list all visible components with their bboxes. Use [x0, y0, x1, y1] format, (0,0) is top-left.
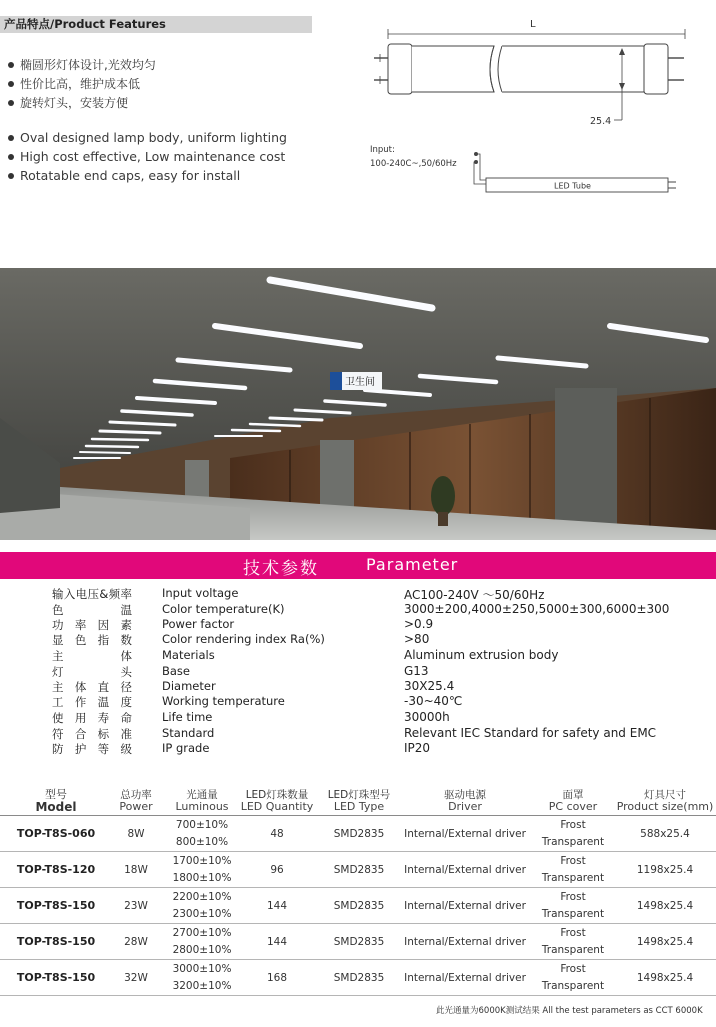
param-label-en: Color temperature(K) — [162, 602, 285, 616]
tube-body-left — [412, 46, 494, 92]
cell-driver: Internal/External driver — [404, 900, 526, 912]
cell-size: 588x25.4 — [640, 828, 690, 840]
cell-quantity: 48 — [270, 828, 284, 840]
feature-cn-3: 旋转灯头，安装方便 — [8, 94, 128, 111]
param-label-en: Diameter — [162, 679, 216, 693]
param-row-color-temperature — [0, 602, 716, 618]
cell-driver: Internal/External driver — [404, 828, 526, 840]
input-spec-label: 100-240C~,50/60Hz — [370, 159, 457, 169]
feature-cn-2: 性价比高，维护成本低 — [8, 75, 140, 92]
cell-luminous: 3000±10% 3200±10% — [172, 963, 232, 992]
bullet-icon — [8, 135, 14, 141]
header-luminous: 光通量 Luminous — [175, 789, 229, 813]
header-model: 型号 Model — [35, 788, 77, 814]
cell-quantity: 96 — [270, 864, 284, 876]
param-value: 30X25.4 — [404, 679, 455, 693]
param-row-materials — [0, 648, 716, 664]
wiring-diagram — [366, 140, 686, 202]
param-label-en: Standard — [162, 726, 215, 740]
param-row-input-voltage — [0, 586, 716, 602]
cell-quantity: 168 — [266, 972, 288, 984]
cell-driver: Internal/External driver — [404, 864, 526, 876]
parameter-title-cn: 技术参数 — [243, 559, 319, 579]
param-value: Aluminum extrusion body — [404, 648, 559, 662]
corridor-photo — [0, 268, 716, 540]
cell-size: 1498x25.4 — [636, 900, 694, 912]
param-value: AC100-240V ～50/60Hz — [404, 588, 545, 602]
cell-cover: Frost Transparent — [541, 819, 605, 848]
restroom-sign-label: 卫生间 — [345, 377, 375, 388]
feature-en-3: Rotatable end caps, easy for install — [8, 168, 240, 183]
length-label: L — [530, 19, 536, 30]
cell-power: 18W — [124, 864, 148, 876]
cell-driver: Internal/External driver — [404, 972, 526, 984]
cell-cover: Frost Transparent — [541, 927, 605, 956]
cell-led-type: SMD2835 — [333, 972, 385, 984]
tube-dimension-diagram — [360, 10, 690, 135]
cell-luminous: 2200±10% 2300±10% — [172, 891, 232, 920]
cell-cover: Frost Transparent — [541, 963, 605, 992]
param-value: >80 — [404, 632, 430, 646]
feature-en-1: Oval designed lamp body, uniform lighting — [8, 130, 287, 145]
cell-power: 8W — [127, 828, 145, 840]
cell-model: TOP-T8S-060 — [16, 827, 96, 840]
header-driver: 驱动电源 Driver — [444, 789, 486, 813]
param-label-en: Life time — [162, 710, 213, 724]
bullet-icon — [8, 173, 14, 179]
cell-model: TOP-T8S-150 — [16, 971, 96, 984]
param-value: IP20 — [404, 741, 431, 755]
header-led-quantity: LED灯珠数量 LED Quantity — [240, 789, 314, 813]
cell-cover: Frost Transparent — [541, 891, 605, 920]
header-power: 总功率 Power — [119, 789, 153, 813]
cell-luminous: 2700±10% 2800±10% — [172, 927, 232, 956]
right-end-cap — [644, 44, 668, 94]
param-label-cn: 主体直径 — [52, 680, 132, 694]
cell-power: 23W — [124, 900, 148, 912]
cell-quantity: 144 — [266, 900, 288, 912]
table-row — [0, 924, 716, 960]
table-row — [0, 960, 716, 996]
param-label-cn: 符合标准 — [52, 727, 132, 741]
cell-size: 1498x25.4 — [636, 972, 694, 984]
param-value: G13 — [404, 664, 429, 678]
bullet-icon — [8, 154, 14, 160]
param-label-en: Base — [162, 664, 191, 678]
param-label-cn: 使用寿命 — [52, 711, 132, 725]
param-label-cn: 功率因素 — [52, 618, 132, 632]
cell-model: TOP-T8S-150 — [16, 935, 96, 948]
cell-model: TOP-T8S-150 — [16, 899, 96, 912]
cell-led-type: SMD2835 — [333, 900, 385, 912]
table-row — [0, 816, 716, 852]
param-label-cn: 输入电压&频率 — [52, 587, 132, 601]
test-footnote: 此光通量为6000K测试结果 All the test parameters as CCT 6000K — [436, 1006, 703, 1016]
param-value: Relevant IEC Standard for safety and EMC — [404, 726, 657, 740]
cell-power: 32W — [124, 972, 148, 984]
param-row-working-temperature — [0, 694, 716, 710]
led-tube-label: LED Tube — [554, 181, 591, 191]
param-label-en: IP grade — [162, 741, 210, 755]
param-row-life-time — [0, 710, 716, 726]
param-label-cn: 工作温度 — [52, 695, 132, 709]
bullet-icon — [8, 62, 14, 68]
cell-size: 1498x25.4 — [636, 936, 694, 948]
bullet-icon — [8, 81, 14, 87]
cell-led-type: SMD2835 — [333, 864, 385, 876]
parameter-banner — [0, 552, 716, 579]
param-row-diameter — [0, 679, 716, 695]
param-row-power-factor — [0, 617, 716, 633]
param-row-base — [0, 664, 716, 680]
param-value: >0.9 — [404, 617, 434, 631]
cell-power: 28W — [124, 936, 148, 948]
diameter-label: 25.4 — [590, 116, 612, 127]
features-title: 产品特点/Product Features — [4, 17, 166, 31]
param-label-cn: 主体 — [52, 649, 132, 663]
header-product-size: 灯具尺寸 Product size(mm) — [616, 789, 714, 813]
feature-en-2: High cost effective, Low maintenance cost — [8, 149, 285, 164]
cell-led-type: SMD2835 — [333, 828, 385, 840]
param-value: 3000±200,4000±250,5000±300,6000±300 — [404, 602, 670, 616]
param-label-en: Power factor — [162, 617, 235, 631]
cell-cover: Frost Transparent — [541, 855, 605, 884]
cell-driver: Internal/External driver — [404, 936, 526, 948]
param-label-en: Working temperature — [162, 694, 285, 708]
header-pc-cover: 面罩 PC cover — [548, 789, 598, 813]
cell-model: TOP-T8S-120 — [16, 863, 96, 876]
param-row-ip-grade — [0, 741, 716, 757]
param-value: -30~40℃ — [404, 694, 463, 708]
param-label-en: Input voltage — [162, 586, 239, 600]
input-label: Input: — [370, 145, 395, 155]
cell-size: 1198x25.4 — [636, 864, 694, 876]
param-label-en: Color rendering index Ra(%) — [162, 632, 325, 646]
param-label-cn: 防护等级 — [52, 742, 132, 756]
features-header-bar — [0, 16, 312, 33]
left-end-cap — [388, 44, 412, 94]
param-label-en: Materials — [162, 648, 215, 662]
param-label-cn: 色温 — [52, 603, 132, 617]
table-row — [0, 888, 716, 924]
param-label-cn: 显色指数 — [52, 633, 132, 647]
parameter-title-en: Parameter — [366, 555, 459, 574]
bullet-icon — [8, 100, 14, 106]
header-led-type: LED灯珠型号 LED Type — [327, 789, 391, 813]
param-row-standard — [0, 726, 716, 742]
cell-luminous: 700±10% 800±10% — [175, 819, 229, 848]
feature-cn-1: 椭圆形灯体设计,光效均匀 — [8, 56, 156, 73]
cell-luminous: 1700±10% 1800±10% — [172, 855, 232, 884]
param-value: 30000h — [404, 710, 450, 724]
param-row-color-rendering — [0, 632, 716, 648]
cell-quantity: 144 — [266, 936, 288, 948]
cell-led-type: SMD2835 — [333, 936, 385, 948]
param-label-cn: 灯头 — [52, 665, 132, 679]
table-row — [0, 852, 716, 888]
